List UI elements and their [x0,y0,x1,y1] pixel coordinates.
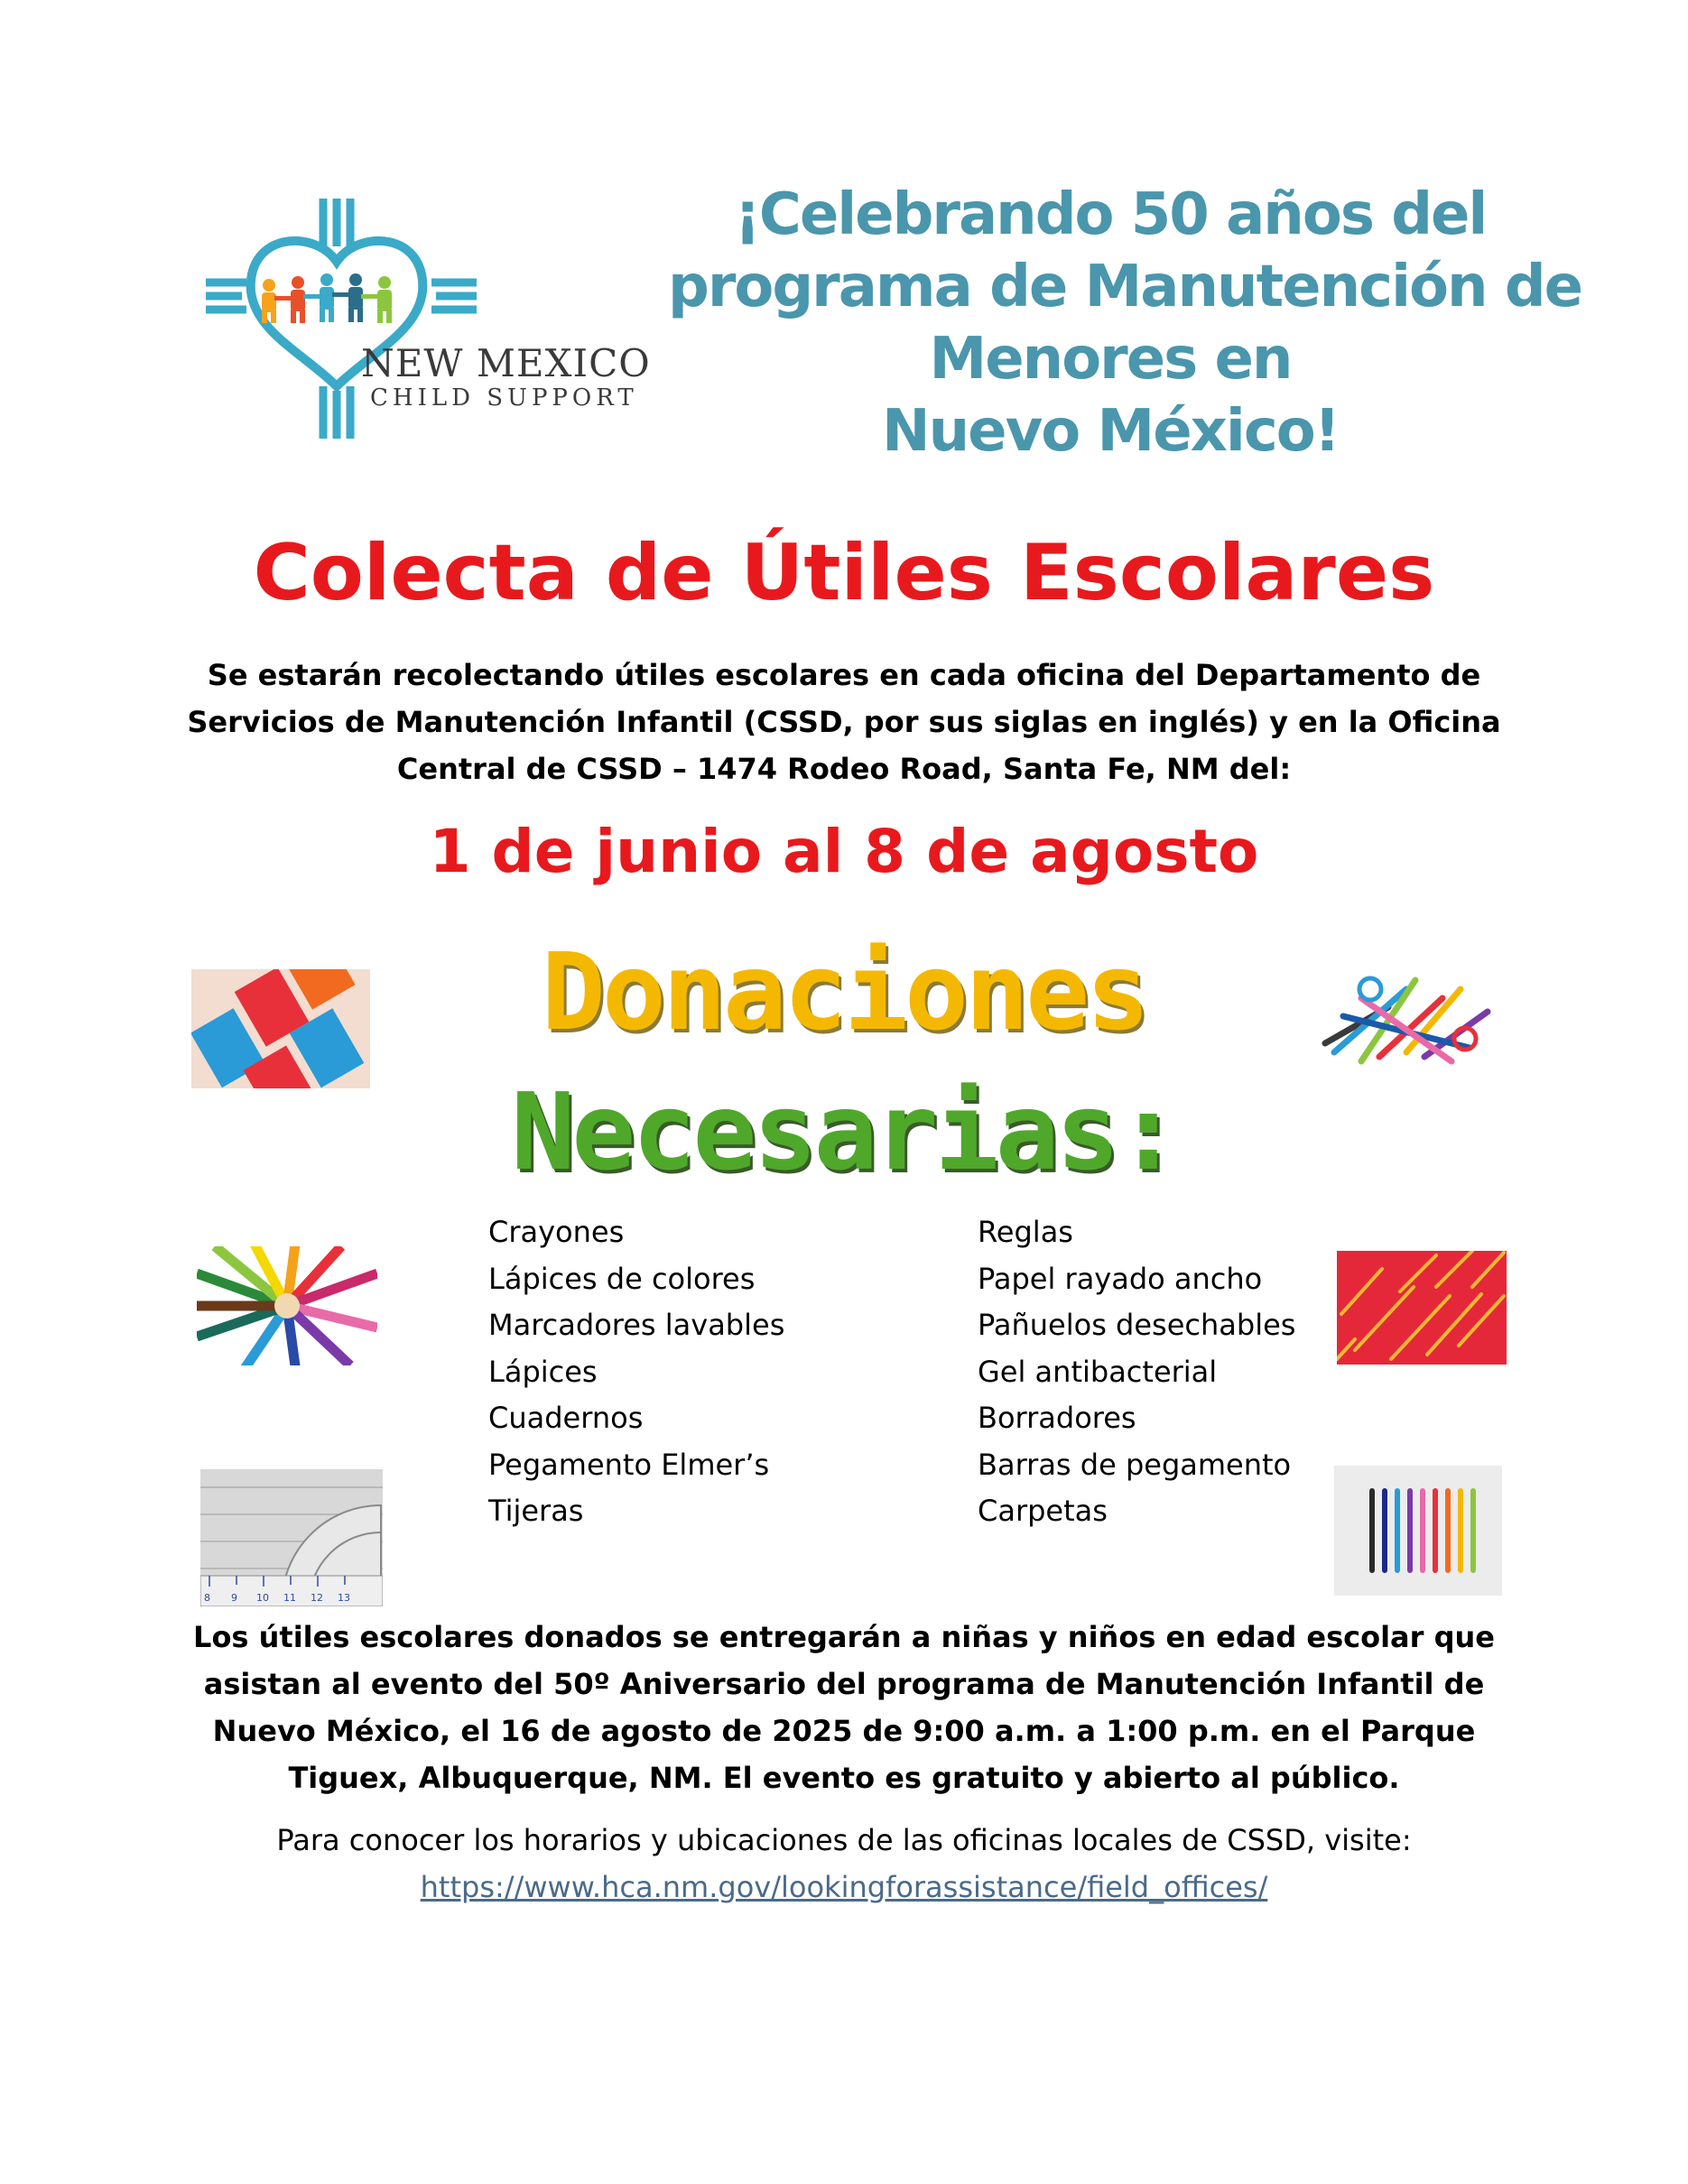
field-offices-link[interactable]: https://www.hca.nm.gov/lookingforassistance/field_offices/ [420,1870,1268,1904]
list-item: Marcadores lavables [488,1308,785,1342]
anniversary-line: Nuevo México! [882,398,1339,465]
donations-heading-line2: Necesarias: [511,1069,1177,1194]
ruler-number: 12 [311,1592,323,1604]
list-item: Pegamento Elmer’s [488,1447,770,1482]
intro-paragraph: Se estarán recolectando útiles escolares en cada oficina del Departamento de Servicios de Manutención Infantil (CSSD, por sus siglas en inglés) y en la Oficina Central de CSSD – 1474 Rodeo Road, Santa Fe, NM del: [187,658,1501,786]
list-item: Papel rayado ancho [978,1261,1263,1296]
collection-dates: 1 de junio al 8 de agosto [429,817,1259,886]
school-supplies-photo [1307,962,1502,1081]
donations-heading-line1: Donaciones [541,930,1147,1054]
pens-photo [1334,1466,1502,1596]
list-item: Borradores [978,1401,1136,1435]
list-item: Reglas [978,1215,1073,1249]
anniversary-line: programa de Manutención de [668,254,1582,320]
notebooks-photo [191,969,370,1088]
ruler-number: 9 [231,1592,237,1604]
anniversary-line: ¡Celebrando 50 años del [734,181,1487,248]
list-item: Tijeras [488,1494,584,1528]
list-item: Pañuelos desechables [978,1308,1296,1342]
ruler-number: 11 [283,1592,296,1604]
logo-text-line2: CHILD SUPPORT [370,384,638,412]
pencils-on-red-photo [1337,1251,1507,1365]
page-title: Colecta de Útiles Escolares [253,528,1435,618]
list-item: Lápices [488,1354,598,1389]
supplies-list-left [488,1209,784,1535]
ruler-number: 13 [338,1592,350,1604]
anniversary-headline [668,179,1582,467]
visit-text: Para conocer los horarios y ubicaciones de las oficinas locales de CSSD, visite: [276,1823,1412,1857]
logo-text-line1: NEW MEXICO [361,341,651,385]
list-item: Carpetas [978,1494,1108,1528]
event-paragraph: Los útiles escolares donados se entregarán a niñas y niños en edad escolar que asistan al evento del 50º Aniversario del programa de Manutención Infantil de Nuevo México, el 16 de agosto de 2025 de 9:00 a.m. a 1:00 p.m. en el Parque Tiguex, Albuquerque, NM. El evento es gratuito y abierto al público. [193,1620,1495,1795]
list-item: Gel antibacterial [978,1354,1218,1389]
list-item: Crayones [488,1215,625,1249]
list-item: Barras de pegamento [978,1447,1292,1482]
ruler-number: 10 [256,1592,269,1604]
list-item: Cuadernos [488,1401,644,1435]
rulers-protractor-photo [200,1469,383,1606]
anniversary-line: Menores en [929,326,1292,393]
colored-pencils-photo [197,1246,377,1365]
ruler-number: 8 [204,1592,210,1604]
supplies-list-right [978,1209,1295,1535]
list-item: Lápices de colores [488,1261,756,1296]
